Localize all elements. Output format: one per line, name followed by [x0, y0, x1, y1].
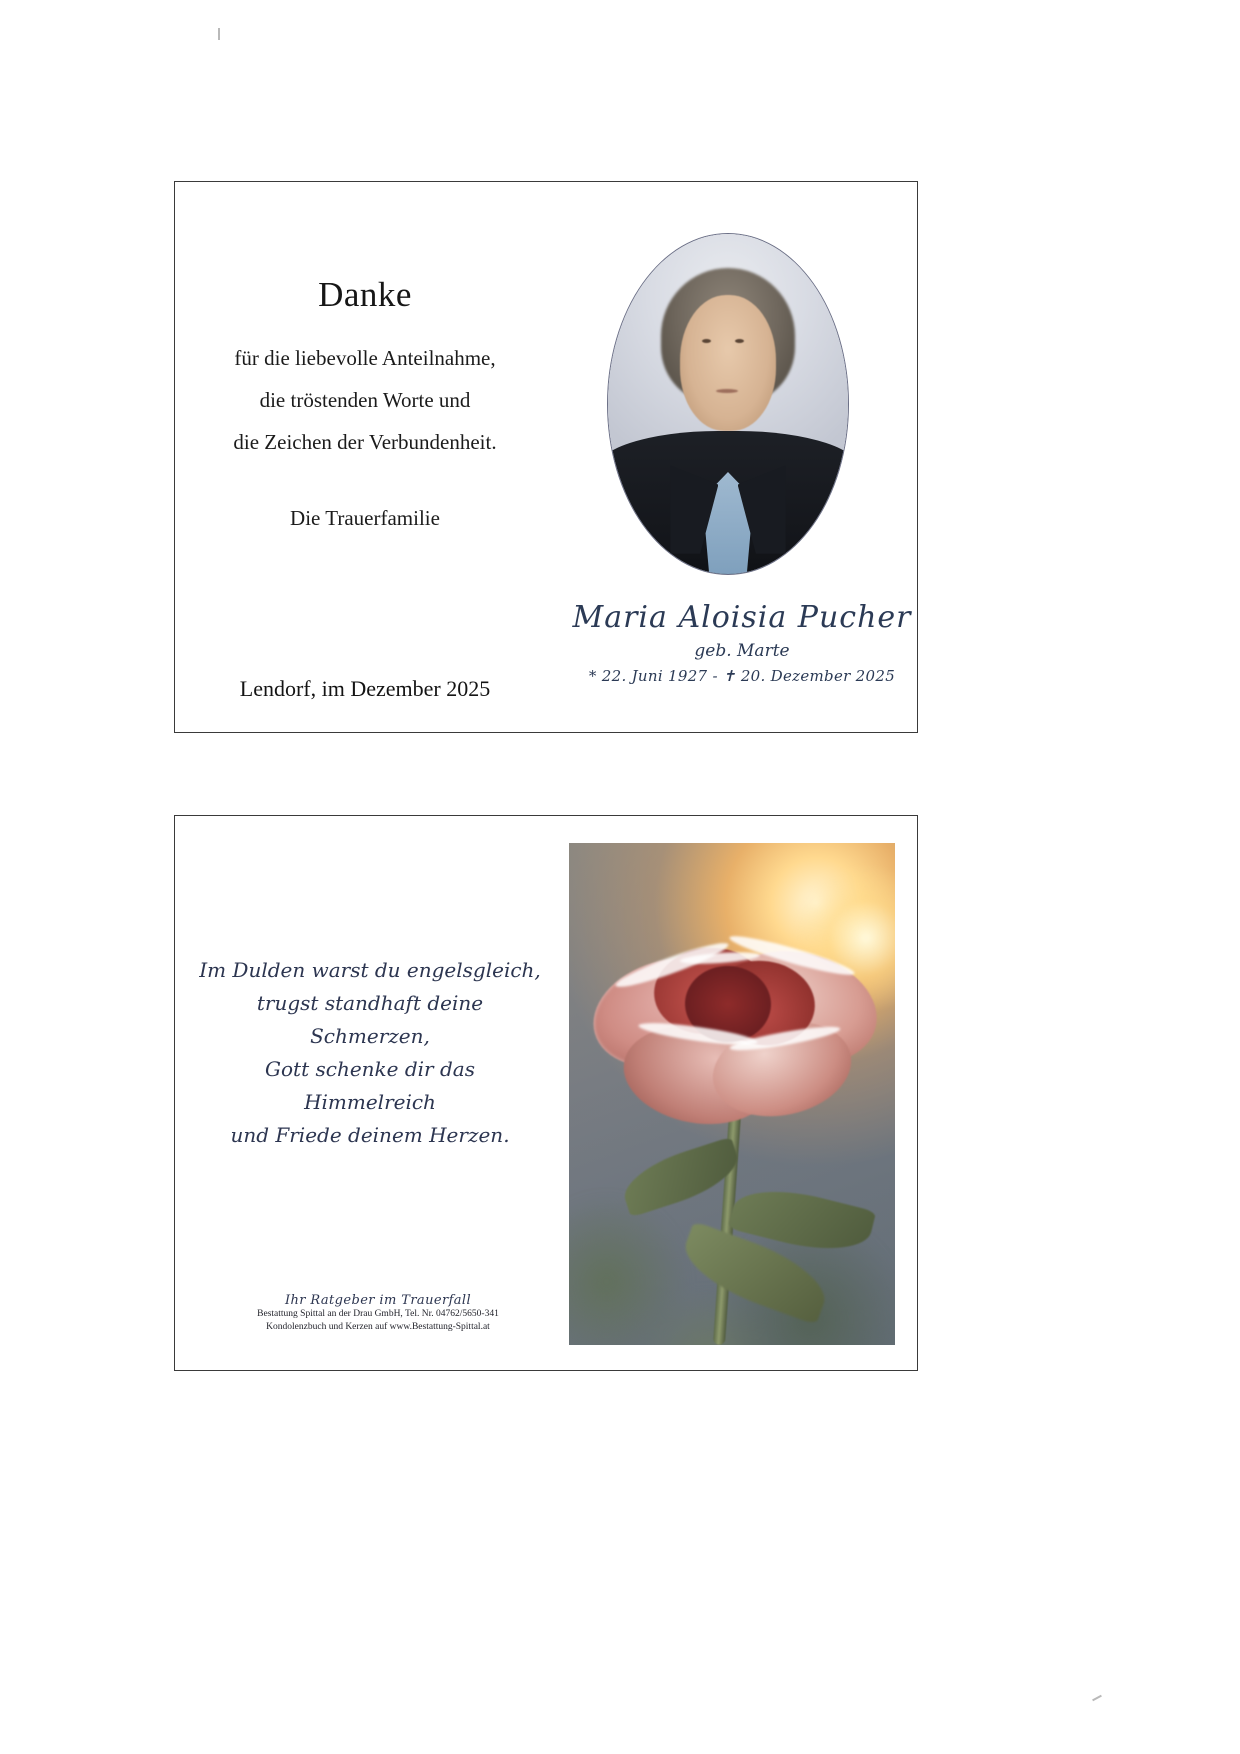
verse-card [174, 815, 918, 1371]
signature-family: Die Trauerfamilie [290, 506, 440, 530]
portrait-photo [607, 233, 849, 575]
memorial-verse [197, 954, 543, 1152]
thank-you-line-2: die tröstenden Worte und [259, 388, 471, 412]
thank-you-line-3: die Zeichen der Verbundenheit. [233, 430, 497, 454]
thank-you-message [175, 337, 555, 463]
rose-bloom [602, 909, 862, 1129]
page-edge-mark-bottom [1092, 1695, 1102, 1701]
verse-line-2: trugst standhaft deine Schmerzen, [256, 991, 484, 1048]
frosted-rose-photo [569, 843, 895, 1345]
portrait-mouth [716, 389, 738, 393]
thank-you-card [174, 181, 918, 733]
verse-line-3: Gott schenke dir das Himmelreich [265, 1057, 475, 1114]
thank-you-line-1: für die liebevolle Anteilnahme, [234, 346, 496, 370]
portrait-face [680, 295, 776, 431]
imprint-website: Kondolenzbuch und Kerzen auf www.Bestattung-Spittal.at [266, 1322, 490, 1332]
imprint-contact: Bestattung Spittal an der Drau GmbH, Tel. Nr. 04762/5650-341 [257, 1309, 499, 1319]
verse-line-1: Im Dulden warst du engelsgleich, [199, 958, 541, 982]
imprint-title: Ihr Ratgeber im Trauerfall [284, 1293, 472, 1308]
verse-line-4: und Friede deinem Herzen. [230, 1123, 510, 1147]
page-title: Danke [318, 275, 412, 314]
portrait-frame [607, 233, 847, 573]
thank-you-text-column [175, 182, 555, 732]
deceased-name: Maria Aloisia Pucher [572, 600, 912, 635]
place-and-date: Lendorf, im Dezember 2025 [239, 676, 491, 701]
deceased-name-block [565, 600, 919, 685]
deceased-maiden-name: geb. Marte [694, 641, 790, 661]
deceased-dates: * 22. Juni 1927 - ✝ 20. Dezember 2025 [588, 667, 896, 685]
funeral-home-imprint [213, 1293, 543, 1334]
page-edge-mark-top [218, 28, 220, 40]
